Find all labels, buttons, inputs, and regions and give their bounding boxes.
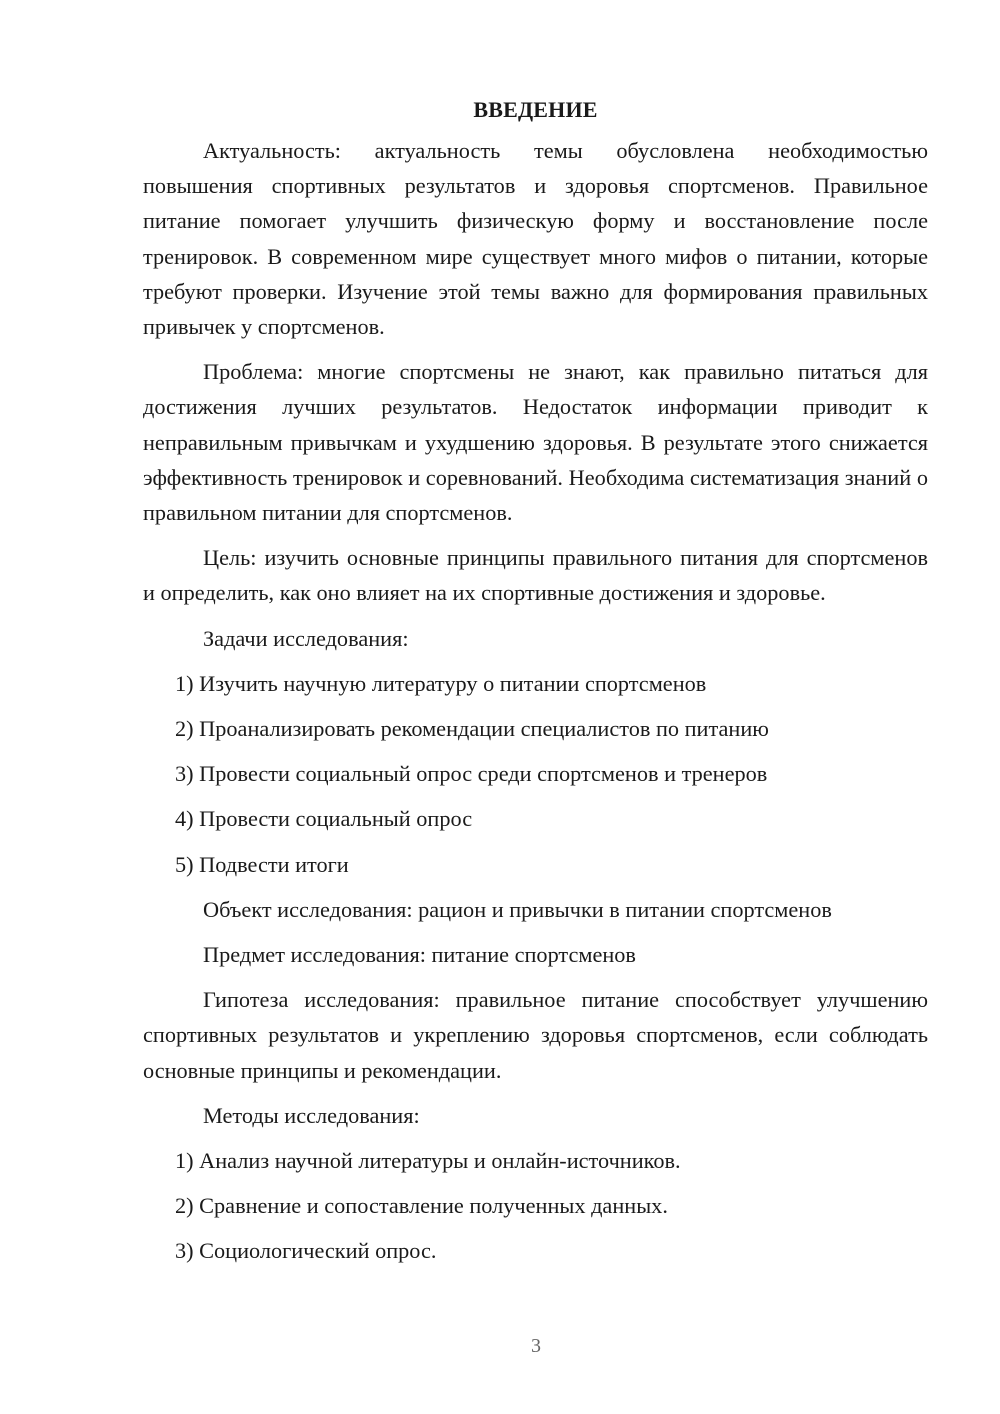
list-item: 2) Сравнение и сопоставление полученных данных. — [175, 1193, 668, 1219]
hypothesis-paragraph: Гипотеза исследования: правильное питание способствует улучшению спортивных результатов и укреплению здоровья спортсменов, если соблюдать основные принципы и рекомендации. — [143, 987, 928, 1083]
list-item: 1) Анализ научной литературы и онлайн-источников. — [175, 1148, 681, 1174]
tasks-list — [143, 666, 928, 882]
problem-paragraph: Проблема: многие спортсмены не знают, как правильно питаться для достижения лучших результатов. Недостаток информации приводит к неправильным привычкам и ухудшению здоровья. В результате этого снижается эффективность тренировок и соревнований. Необходима систематизация знаний о правильном питании для спортсменов. — [143, 359, 928, 526]
list-item: 2) Проанализировать рекомендации специалистов по питанию — [175, 716, 769, 742]
goal-paragraph: Цель: изучить основные принципы правильного питания для спортсменов и определить, как оно влияет на их спортивные достижения и здоровье. — [143, 545, 928, 606]
list-item: 1) Изучить научную литературу о питании спортсменов — [175, 670, 707, 696]
list-item: 4) Провести социальный опрос — [175, 806, 473, 832]
list-item: 3) Провести социальный опрос среди спортсменов и тренеров — [175, 761, 768, 787]
list-item: 5) Подвести итоги — [175, 851, 349, 877]
list-item: 3) Социологический опрос. — [175, 1238, 437, 1264]
tasks-heading: Задачи исследования: — [203, 625, 409, 651]
methods-heading: Методы исследования: — [203, 1102, 420, 1128]
object-line: Объект исследования: рацион и привычки в питании спортсменов — [203, 896, 832, 922]
methods-list — [143, 1143, 928, 1269]
document-title: ВВЕДЕНИЕ — [473, 97, 598, 122]
relevance-paragraph: Актуальность: актуальность темы обусловлена необходимостью повышения спортивных результатов и здоровья спортсменов. Правильное питание помогает улучшить физическую форму и восстановление после тренировок. В современном мире существует много мифов о питании, которые требуют проверки. Изучение этой темы важно для формирования правильных привычек у спортсменов. — [143, 138, 928, 340]
subject-line: Предмет исследования: питание спортсменов — [203, 942, 636, 968]
document-page — [143, 90, 928, 1269]
page-number: 3 — [531, 1335, 541, 1357]
